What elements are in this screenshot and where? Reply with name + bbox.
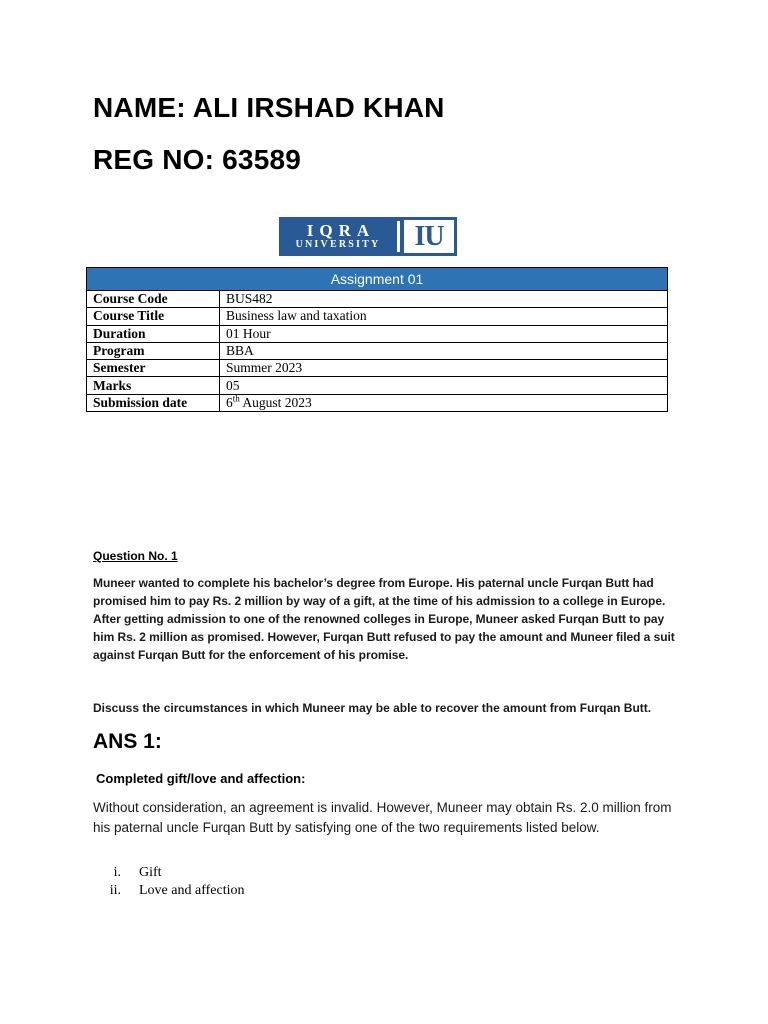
question-title: Question No. 1 xyxy=(93,549,178,563)
table-row xyxy=(87,308,668,325)
registration-number-heading: REG NO: 63589 xyxy=(93,144,302,175)
answer-text: Without consideration, an agreement is invalid. However, Muneer may obtain Rs. 2.0 million from his paternal uncle Furqan Butt by satisfying one of the two requirements listed below. xyxy=(93,800,672,835)
logo-divider xyxy=(397,221,400,252)
date-rest: August 2023 xyxy=(239,394,312,410)
logo-wordmark xyxy=(279,217,397,256)
requirements-list xyxy=(93,864,244,900)
date-ordinal-suffix: th xyxy=(232,393,240,404)
row-label: Program xyxy=(87,342,220,359)
row-label: Semester xyxy=(87,360,220,377)
student-name-heading: NAME: ALI IRSHAD KHAN xyxy=(93,92,445,123)
row-label: Course Code xyxy=(87,291,220,308)
row-label: Duration xyxy=(87,325,220,342)
logo-mark: IU xyxy=(404,220,454,253)
date-day: 6 xyxy=(226,394,233,410)
submission-date-value xyxy=(220,394,668,411)
list-item-text: Love and affection xyxy=(139,883,245,898)
row-value: BUS482 xyxy=(220,291,668,308)
logo-line-1: IQRA xyxy=(306,221,376,240)
table-row xyxy=(87,394,668,411)
list-item-text: Gift xyxy=(139,865,162,880)
table-row xyxy=(87,377,668,394)
row-value: Business law and taxation xyxy=(220,308,668,325)
list-item xyxy=(93,864,244,882)
table-row xyxy=(87,360,668,377)
answer-heading: ANS 1: xyxy=(93,730,162,753)
table-header-row xyxy=(87,268,668,291)
row-value: 05 xyxy=(220,377,668,394)
question-text: Muneer wanted to complete his bachelor’s degree from Europe. His paternal uncle Furqan Butt had promised him to pay Rs. 2 million by way of a gift, at the time of his admission to a college in Europe. After getting admission to one of the renowned colleges in Europe, Muneer asked Furqan Butt to pay him Rs. 2 million as promised. However, Furqan Butt refused to pay the amount and Muneer filed a suit against Furqan Butt for the enforcement of his promise. xyxy=(93,576,675,662)
list-item-number: i. xyxy=(113,865,121,880)
list-item xyxy=(93,882,244,900)
row-value: BBA xyxy=(220,342,668,359)
table-row xyxy=(87,325,668,342)
table-title: Assignment 01 xyxy=(87,268,668,291)
iqra-university-logo xyxy=(279,217,457,256)
table-row xyxy=(87,342,668,359)
row-label: Marks xyxy=(87,377,220,394)
row-label: Submission date xyxy=(87,394,220,411)
answer-subheading: Completed gift/love and affection: xyxy=(96,771,306,786)
question-prompt: Discuss the circumstances in which Muneer may be able to recover the amount from Furqan Butt. xyxy=(93,701,652,715)
table-row xyxy=(87,291,668,308)
row-label: Course Title xyxy=(87,308,220,325)
row-value: 01 Hour xyxy=(220,325,668,342)
row-value: Summer 2023 xyxy=(220,360,668,377)
logo-line-2: UNIVERSITY xyxy=(295,239,381,250)
assignment-info-table xyxy=(86,267,668,412)
list-item-number: ii. xyxy=(109,883,121,898)
